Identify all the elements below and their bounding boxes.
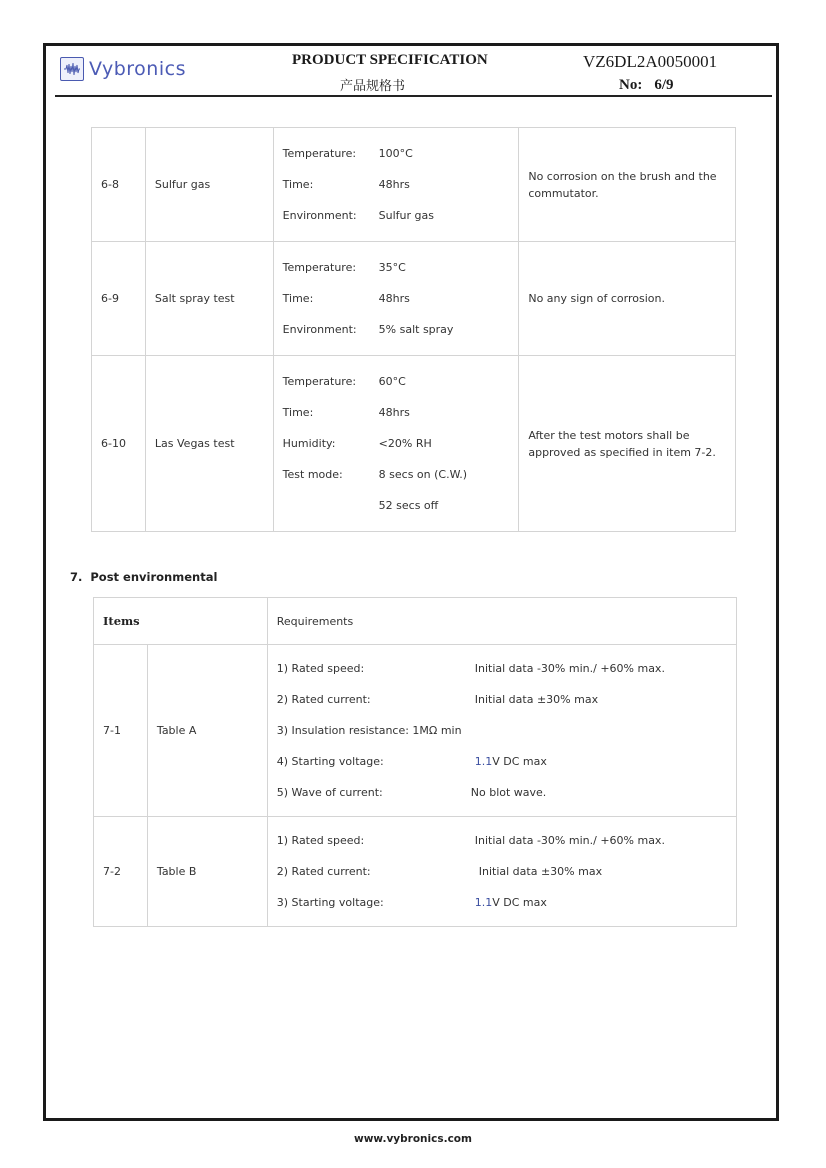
voltage-number: 1.1 xyxy=(474,896,493,909)
item-name: Las Vegas test xyxy=(145,356,273,532)
condition-value: 48hrs xyxy=(378,406,410,419)
requirement-value: Initial data ±30% max xyxy=(474,693,599,706)
condition-label: Environment: xyxy=(282,323,357,336)
requirement-value: V DC max xyxy=(492,896,547,909)
test-conditions xyxy=(273,242,519,356)
requirements-header: Requirements xyxy=(267,598,736,645)
requirement-label: 4) Starting voltage: xyxy=(276,755,384,768)
item-id: 6-9 xyxy=(92,242,146,356)
item-table: Table B xyxy=(147,817,267,927)
condition-value: Sulfur gas xyxy=(378,209,434,222)
condition-value: 5% salt spray xyxy=(378,323,454,336)
condition-label: Time: xyxy=(282,406,314,419)
condition-value: 48hrs xyxy=(378,292,410,305)
condition-value: 60°C xyxy=(378,375,406,388)
page-number xyxy=(619,77,674,94)
requirement-label: 5) Wave of current: xyxy=(276,786,383,799)
requirement-label: 1) Rated speed: xyxy=(276,834,365,847)
condition-value: 52 secs off xyxy=(378,499,439,512)
item-id: 6-8 xyxy=(92,128,146,242)
condition-label: Temperature: xyxy=(282,375,357,388)
item-table: Table A xyxy=(147,645,267,817)
requirement-value: No blot wave. xyxy=(470,786,547,799)
requirements-list xyxy=(267,817,736,927)
document-subtitle: 产品规格书 xyxy=(340,79,406,94)
condition-label: Time: xyxy=(282,292,314,305)
environmental-test-table xyxy=(91,127,736,532)
section-number: 7. xyxy=(70,570,83,584)
table-header-row xyxy=(94,598,737,645)
brand-name: Vybronics xyxy=(89,58,186,80)
condition-label: Temperature: xyxy=(282,147,357,160)
condition-value: 100°C xyxy=(378,147,413,160)
requirement-label: 3) Insulation resistance: 1MΩ min xyxy=(276,724,462,737)
condition-label: Environment: xyxy=(282,209,357,222)
item-name: Salt spray test xyxy=(145,242,273,356)
requirement-value: Initial data ±30% max xyxy=(478,865,603,878)
document-code: VZ6DL2A0050001 xyxy=(583,52,718,71)
page-label: No: xyxy=(619,77,643,93)
test-conditions xyxy=(273,128,519,242)
footer-website[interactable]: www.vybronics.com xyxy=(354,1133,472,1145)
requirement-label: 1) Rated speed: xyxy=(276,662,365,675)
item-name: Sulfur gas xyxy=(145,128,273,242)
items-header: Items xyxy=(94,598,268,645)
document-title: PRODUCT SPECIFICATION xyxy=(292,52,488,68)
item-id: 6-10 xyxy=(92,356,146,532)
condition-label: Temperature: xyxy=(282,261,357,274)
test-result: No any sign of corrosion. xyxy=(519,242,736,356)
header-divider xyxy=(55,95,772,97)
requirement-value: Initial data -30% min./ +60% max. xyxy=(474,662,665,675)
table-row xyxy=(92,356,736,532)
requirement-label: 2) Rated current: xyxy=(276,693,371,706)
test-result: No corrosion on the brush and the commutator. xyxy=(519,128,736,242)
condition-value: <20% RH xyxy=(378,437,432,450)
requirement-value: Initial data -30% min./ +60% max. xyxy=(474,834,665,847)
section-heading xyxy=(70,570,217,584)
page-value: 6/9 xyxy=(654,77,674,93)
table-row xyxy=(94,645,737,817)
post-environmental-table xyxy=(93,597,737,927)
voltage-number: 1.1 xyxy=(474,755,493,768)
condition-value: 8 secs on (C.W.) xyxy=(378,468,467,481)
condition-label: Humidity: xyxy=(282,437,336,450)
section-title: Post environmental xyxy=(90,570,218,584)
table-row xyxy=(94,817,737,927)
test-result: After the test motors shall be approved as specified in item 7-2. xyxy=(519,356,736,532)
table-row xyxy=(92,128,736,242)
requirements-list xyxy=(267,645,736,817)
condition-value: 35°C xyxy=(378,261,406,274)
item-id: 7-2 xyxy=(94,817,148,927)
condition-value: 48hrs xyxy=(378,178,410,191)
item-id: 7-1 xyxy=(94,645,148,817)
requirement-value: V DC max xyxy=(492,755,547,768)
test-conditions xyxy=(273,356,519,532)
brand-logo xyxy=(60,57,186,81)
waveform-icon xyxy=(60,57,84,81)
requirement-label: 3) Starting voltage: xyxy=(276,896,384,909)
condition-label: Test mode: xyxy=(282,468,343,481)
requirement-label: 2) Rated current: xyxy=(276,865,371,878)
table-row xyxy=(92,242,736,356)
condition-label: Time: xyxy=(282,178,314,191)
